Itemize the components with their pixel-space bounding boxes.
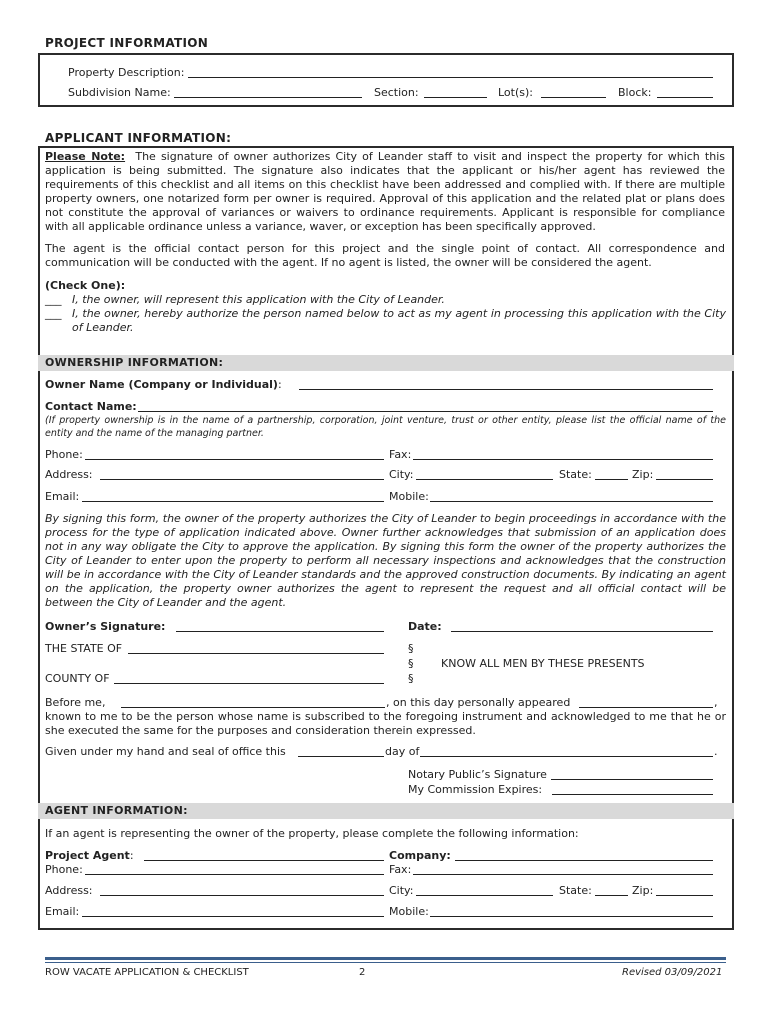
section-mark-3: § <box>408 672 414 685</box>
given-under-label: Given under my hand and seal of office this <box>45 745 286 758</box>
owner-zip-label: Zip: <box>632 468 654 481</box>
owner-zip-field[interactable] <box>656 479 713 480</box>
company-field[interactable] <box>455 860 713 861</box>
footer-rule-thick <box>45 957 726 960</box>
agent-fax-label: Fax: <box>389 863 412 876</box>
owner-state-field[interactable] <box>595 479 628 480</box>
agent-zip-field[interactable] <box>656 895 713 896</box>
project-heading: PROJECT INFORMATION <box>45 36 209 50</box>
owner-name-field[interactable] <box>299 389 713 390</box>
owner-phone-label: Phone: <box>45 448 83 461</box>
owner-email-field[interactable] <box>82 501 384 502</box>
agent-contact-paragraph: The agent is the official contact person for this project and the single point of contact. All correspondence and communication will be conducted with the agent. If no agent is listed, the owner will be considered the agent. <box>45 242 725 269</box>
subdivision-name-field[interactable] <box>174 97 362 98</box>
ownership-band: OWNERSHIP INFORMATION: <box>38 355 734 371</box>
commission-expires-field[interactable] <box>552 794 713 795</box>
owner-city-field[interactable] <box>416 479 553 480</box>
project-agent-label: Project Agent: <box>45 849 134 862</box>
on-this-day-label: , on this day personally appeared <box>386 696 571 709</box>
block-field[interactable] <box>657 97 713 98</box>
option1-checkbox[interactable]: ___ <box>45 293 62 306</box>
check-one-label: (Check One): <box>45 279 126 292</box>
owner-mobile-label: Mobile: <box>389 490 429 503</box>
subdivision-name-label: Subdivision Name: <box>68 86 171 99</box>
owner-date-field[interactable] <box>451 631 713 632</box>
agent-phone-label: Phone: <box>45 863 83 876</box>
section-field[interactable] <box>424 97 487 98</box>
owner-email-label: Email: <box>45 490 80 503</box>
known-to-me-text: known to me to be the person whose name is subscribed to the foregoing instrument and acknowledged to me that he or she executed the same for the purposes and consideration therein expressed. <box>45 710 726 737</box>
agent-intro: If an agent is representing the owner of the property, please complete the following information: <box>45 827 579 840</box>
owner-address-field[interactable] <box>100 479 384 480</box>
section-mark-1: § <box>408 642 414 655</box>
owner-authorization-statement: By signing this form, the owner of the property authorizes the City of Leander to begin proceedings in accordance with the process for the type of application indicated above. Owner further acknowledges that submission of an application does not in any way obligate the City to approve the application. By signing this form the owner of the property authorizes the City of Leander to enter upon the property to perform all necessary inspections and acknowledges that the construction will be in accordance with the City of Leander standards and the approved construction documents. By indicating an agent on the application, the property owner authorizes the agent to represent the request and all official contact will be between the City of Leander and the agent. <box>45 512 726 609</box>
section-mark-2: § <box>408 657 414 670</box>
please-note-paragraph <box>45 150 725 234</box>
footer-title: ROW VACATE APPLICATION & CHECKLIST <box>45 967 249 978</box>
owner-name-label: Owner Name (Company or Individual): <box>45 378 282 391</box>
given-month-field[interactable] <box>420 756 713 757</box>
lots-field[interactable] <box>541 97 606 98</box>
section-label: Section: <box>374 86 419 99</box>
contact-name-note: (If property ownership is in the name of a partnership, corporation, joint venture, trust or other entity, please list the official name of the entity and the name of the managing partner. <box>45 415 726 439</box>
owner-fax-field[interactable] <box>413 459 713 460</box>
footer-page-number: 2 <box>359 967 366 978</box>
agent-address-label: Address: <box>45 884 93 897</box>
agent-phone-field[interactable] <box>85 874 384 875</box>
agent-email-field[interactable] <box>82 916 384 917</box>
owner-signature-label: Owner’s Signature: <box>45 620 166 633</box>
option2-text: I, the owner, hereby authorize the person named below to act as my agent in processing this application with the City of Leander. <box>72 307 726 334</box>
option1-text: I, the owner, will represent this application with the City of Leander. <box>72 293 445 306</box>
appeared-person-field[interactable] <box>579 707 713 708</box>
agent-band: AGENT INFORMATION: <box>38 803 734 819</box>
agent-mobile-field[interactable] <box>430 916 713 917</box>
given-period: . <box>714 745 718 758</box>
owner-state-label: State: <box>559 468 592 481</box>
applicant-heading: APPLICANT INFORMATION: <box>45 131 232 145</box>
state-of-field[interactable] <box>128 653 384 654</box>
agent-state-field[interactable] <box>595 895 628 896</box>
know-all-men-text: KNOW ALL MEN BY THESE PRESENTS <box>441 657 645 670</box>
agent-email-label: Email: <box>45 905 80 918</box>
state-of-label: THE STATE OF <box>45 642 123 655</box>
footer-revised: Revised 03/09/2021 <box>622 967 723 978</box>
please-note-label: Please Note: <box>45 150 126 163</box>
agent-address-field[interactable] <box>100 895 384 896</box>
owner-date-label: Date: <box>408 620 442 633</box>
notary-signature-label: Notary Public’s Signature <box>408 768 547 781</box>
owner-address-label: Address: <box>45 468 93 481</box>
option2-checkbox[interactable]: ___ <box>45 307 62 320</box>
county-of-field[interactable] <box>114 683 384 684</box>
block-label: Block: <box>618 86 652 99</box>
lots-label: Lot(s): <box>498 86 533 99</box>
company-label: Company: <box>389 849 451 862</box>
please-note-text: The signature of owner authorizes City of Leander staff to visit and inspect the property for which this application is being submitted. The signature also indicates that the applicant or his/her agent has reviewed the requirements of this checklist and all items on this checklist have been addressed and complied with. If there are multiple property owners, one notarized form per owner is required. Approval of this application and the related plat or plans does not constitute the approval of variances or waivers to ordinance requirements. Applicant is responsible for compliance with all applicable ordinance unless a variance, waver, or exception has been specifically approved. <box>45 150 725 233</box>
project-agent-field[interactable] <box>144 860 384 861</box>
owner-mobile-field[interactable] <box>430 501 713 502</box>
county-of-label: COUNTY OF <box>45 672 110 685</box>
notary-signature-field[interactable] <box>551 779 713 780</box>
agent-fax-field[interactable] <box>413 874 713 875</box>
owner-city-label: City: <box>389 468 414 481</box>
property-description-field[interactable] <box>188 77 713 78</box>
before-me-comma: , <box>714 696 718 709</box>
contact-name-label: Contact Name: <box>45 400 137 413</box>
agent-state-label: State: <box>559 884 592 897</box>
before-me-field[interactable] <box>121 707 385 708</box>
contact-name-field[interactable] <box>138 411 713 412</box>
before-me-label: Before me, <box>45 696 106 709</box>
commission-expires-label: My Commission Expires: <box>408 783 543 796</box>
agent-zip-label: Zip: <box>632 884 654 897</box>
owner-signature-field[interactable] <box>176 631 384 632</box>
day-of-label: day of <box>385 745 420 758</box>
agent-city-label: City: <box>389 884 414 897</box>
given-day-field[interactable] <box>298 756 384 757</box>
owner-phone-field[interactable] <box>85 459 384 460</box>
owner-fax-label: Fax: <box>389 448 412 461</box>
footer-rule-thin <box>45 962 726 963</box>
agent-city-field[interactable] <box>416 895 553 896</box>
agent-mobile-label: Mobile: <box>389 905 429 918</box>
property-description-label: Property Description: <box>68 66 185 79</box>
